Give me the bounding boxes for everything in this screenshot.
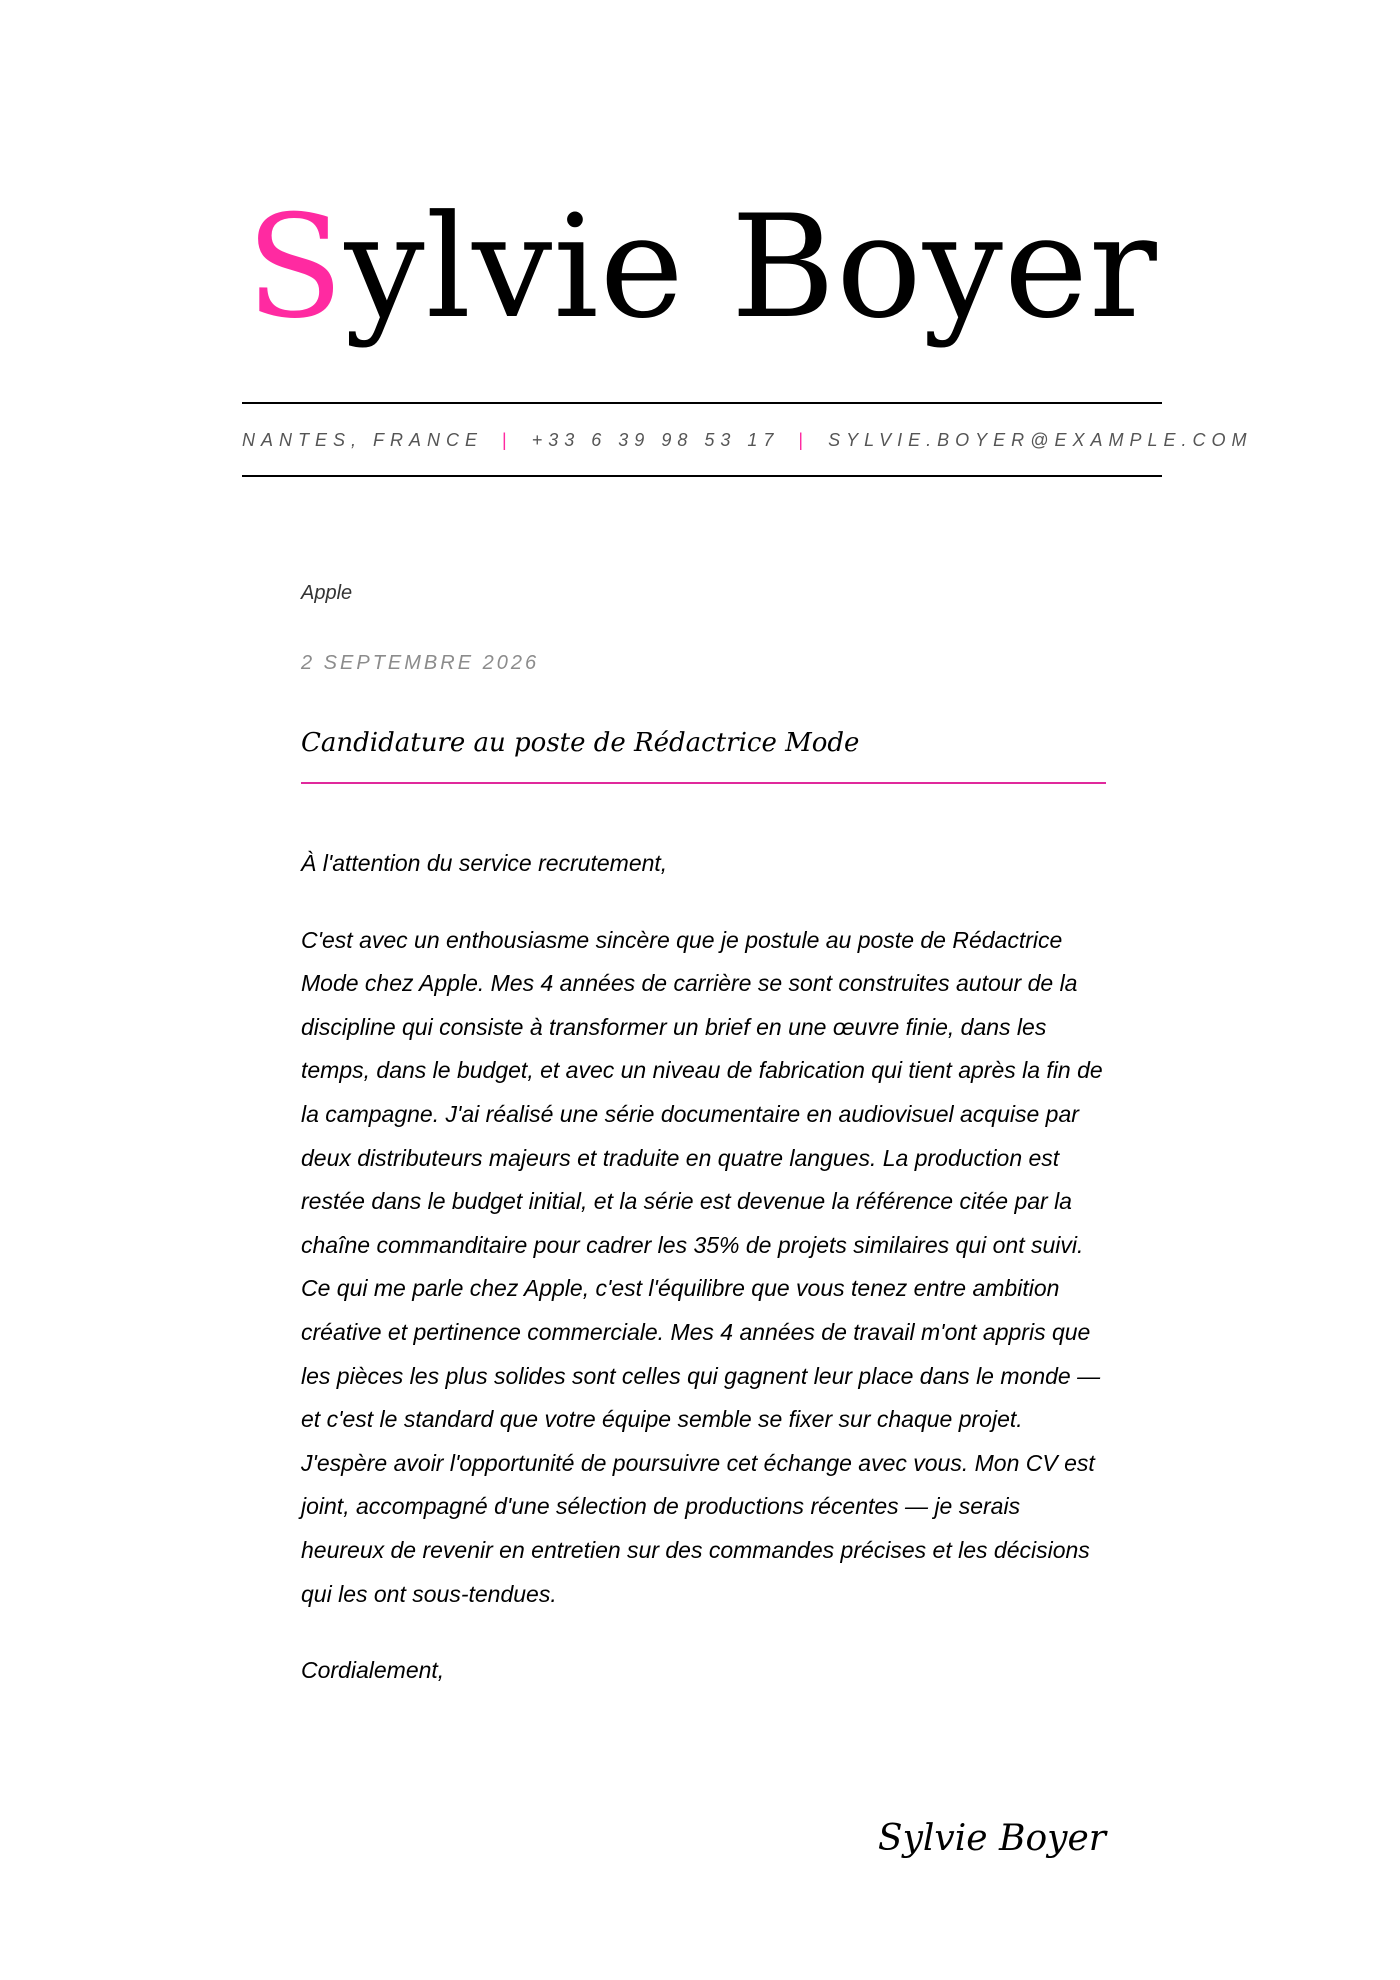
signature: Sylvie Boyer [877, 1818, 1106, 1859]
letter-date: 2 SEPTEMBRE 2026 [301, 652, 540, 674]
recipient-company: Apple [301, 582, 353, 604]
applicant-name [242, 185, 1162, 350]
contact-line [242, 430, 1253, 451]
contact-phone: +33 6 39 98 53 17 [531, 430, 780, 450]
name-rest: ylvie Boyer [344, 185, 1158, 350]
contact-separator: | [798, 430, 810, 450]
letter-salutation: À l'attention du service recrutement, [301, 850, 668, 876]
letter-body [301, 842, 1106, 1693]
header-top-rule [242, 402, 1162, 404]
letter-closing: Cordialement, [301, 1657, 445, 1684]
contact-separator: | [502, 430, 513, 450]
header-bottom-rule [242, 475, 1162, 477]
contact-email: SYLVIE.BOYER@EXAMPLE.COM [828, 430, 1253, 450]
name-initial: S [246, 185, 345, 350]
letter-subject: Candidature au poste de Rédactrice Mode [301, 728, 860, 758]
letter-paragraph: C'est avec un enthousiasme sincère que je postule au poste de Rédactrice Mode chez Apple. Mes 4 années de carrière se sont construites autour de la discipline qui consiste à transformer un brief en une œuvre finie, dans les temps, dans le budget, et avec un niveau de fabrication qui tient après la fin de la campagne. J'ai réalisé une série documentaire en audiovisuel acquise par deux distributeurs majeurs et traduite en quatre langues. La production est restée dans le budget initial, et la série est devenue la référence citée par la chaîne commanditaire pour cadrer les 35% de projets similaires qui ont suivi. Ce qui me parle chez Apple, c'est l'équilibre que vous tenez entre ambition créative et pertinence commerciale. Mes 4 années de travail m'ont appris que les pièces les plus solides sont celles qui gagnent leur place dans le monde — et c'est le standard que votre équipe semble se fixer sur chaque projet. J'espère avoir l'opportunité de poursuivre cet échange avec vous. Mon CV est joint, accompagné d'une sélection de productions récentes — je serais heureux de revenir en entretien sur des commandes précises et les décisions qui les ont sous-tendues. [301, 926, 1103, 1607]
contact-city: NANTES, FRANCE [242, 430, 484, 450]
subject-underline [301, 782, 1106, 784]
